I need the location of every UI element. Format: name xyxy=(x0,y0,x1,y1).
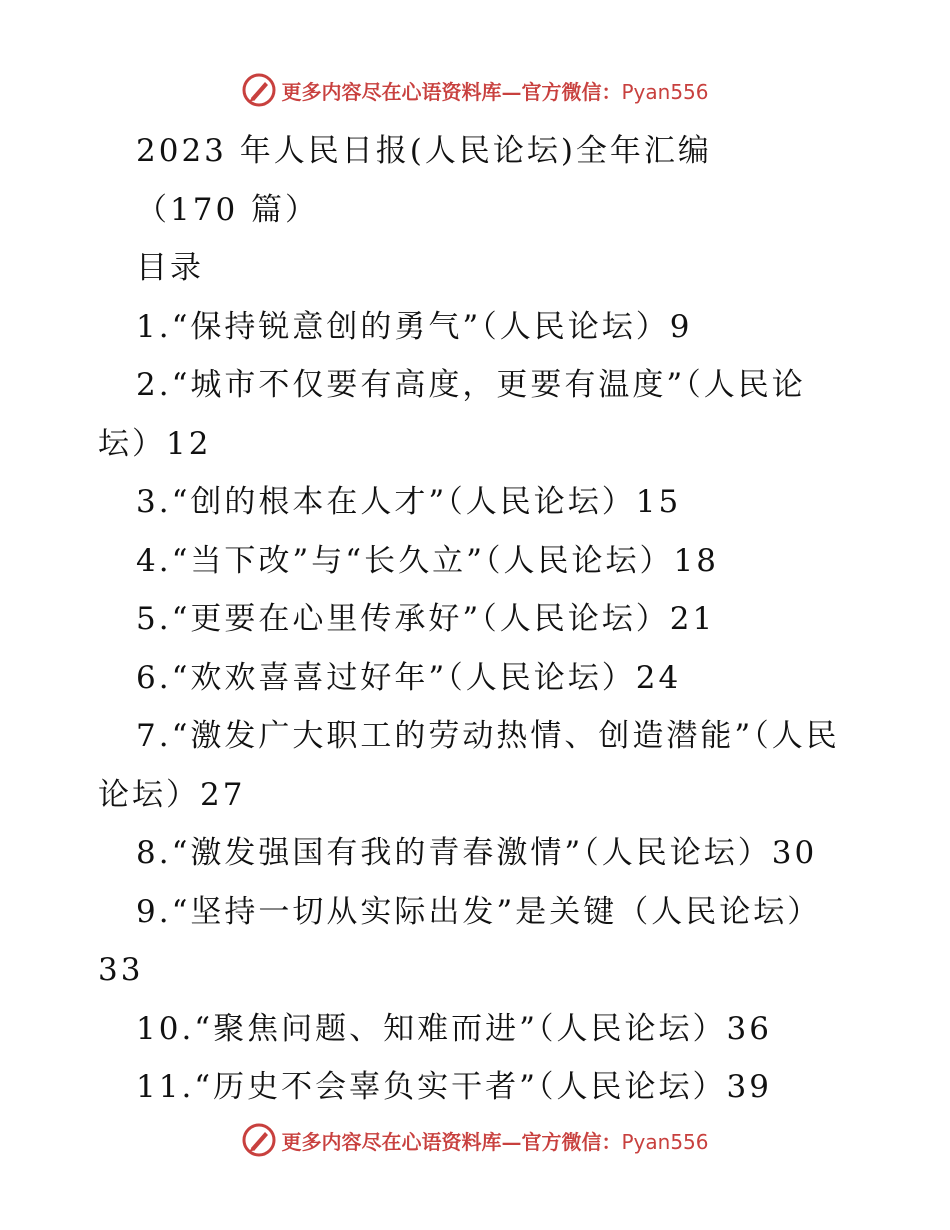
document-title: 2023 年人民日报(人民论坛)全年汇编 xyxy=(136,133,712,169)
toc-entry: 7.“激发广大职工的劳动热情、创造潜能”（人民论坛）27 xyxy=(98,718,840,813)
toc-entry: 8.“激发强国有我的青春激情”（人民论坛）30 xyxy=(136,835,818,871)
toc-heading: 目录 xyxy=(136,250,204,286)
toc-entry: 2.“城市不仅要有高度，更要有温度”（人民论坛）12 xyxy=(98,367,806,462)
toc-entry: 3.“创的根本在人才”（人民论坛）15 xyxy=(136,484,682,520)
toc-entry: 4.“当下改”与“长久立”（人民论坛）18 xyxy=(136,542,719,579)
document-body xyxy=(98,122,858,1117)
toc-entry: 5.“更要在心里传承好”（人民论坛）21 xyxy=(136,601,716,637)
logo-pen-icon xyxy=(241,72,277,108)
toc-entry: 10.“聚焦问题、知难而进”（人民论坛）36 xyxy=(136,1010,772,1047)
watermark-text: 更多内容尽在心语资料库—官方微信：Pyan556 xyxy=(281,1129,709,1154)
toc-entry: 9.“坚持一切从实际出发”是关键（人民论坛）33 xyxy=(98,893,822,988)
logo-pen-icon xyxy=(241,1122,277,1158)
toc-entry: 1.“保持锐意创的勇气”（人民论坛）9 xyxy=(136,308,693,345)
watermark-text: 更多内容尽在心语资料库—官方微信：Pyan556 xyxy=(281,79,709,104)
watermark-banner-top xyxy=(0,68,950,112)
toc-entry: 11.“历史不会辜负实干者”（人民论坛）39 xyxy=(136,1069,772,1105)
document-subtitle: （170 篇） xyxy=(136,191,320,228)
toc-entry: 6.“欢欢喜喜过好年”（人民论坛）24 xyxy=(136,659,682,696)
watermark-banner-bottom xyxy=(0,1118,950,1162)
